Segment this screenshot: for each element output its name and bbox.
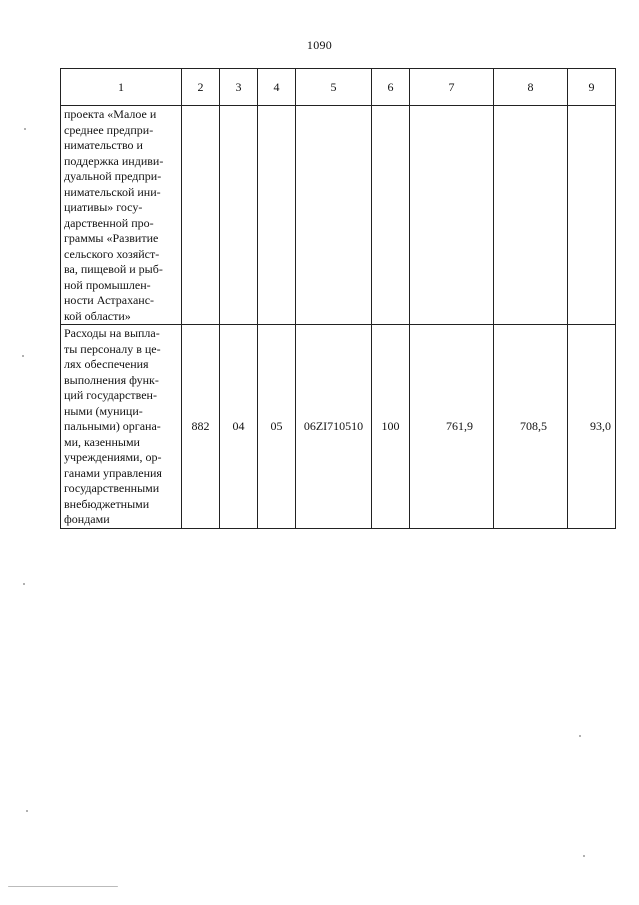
scan-speck [579, 735, 581, 737]
row-cell-2 [182, 106, 220, 325]
header-cell-5: 5 [296, 69, 372, 106]
row-cell-6: 100 [372, 325, 410, 529]
scan-speck [26, 810, 28, 812]
header-cell-2: 2 [182, 69, 220, 106]
row-cell-7 [410, 106, 494, 325]
scan-speck [583, 855, 585, 857]
table-row [61, 106, 616, 325]
header-cell-7: 7 [410, 69, 494, 106]
row-cell-3 [220, 106, 258, 325]
row-cell-5: 06ZI710510 [296, 325, 372, 529]
row-cell-8: 708,5 [494, 325, 568, 529]
row-cell-3: 04 [220, 325, 258, 529]
header-cell-6: 6 [372, 69, 410, 106]
header-cell-1: 1 [61, 69, 182, 106]
budget-table [60, 68, 616, 529]
header-cell-3: 3 [220, 69, 258, 106]
row-cell-9 [568, 106, 616, 325]
row-description: Расходы на выпла- ты персоналу в це- лях обеспечения выполнения функ- ций государствен- ными (муници- пальными) органа- ми, казенными учреждениями, ор- ганами управления государственными внебюджетными фондами [61, 325, 182, 529]
scan-speck [23, 583, 25, 585]
row-cell-6 [372, 106, 410, 325]
row-cell-8 [494, 106, 568, 325]
row-cell-7: 761,9 [410, 325, 494, 529]
table-header-row [61, 69, 616, 106]
row-cell-9: 93,0 [568, 325, 616, 529]
scan-speck [8, 886, 118, 887]
header-cell-8: 8 [494, 69, 568, 106]
row-cell-5 [296, 106, 372, 325]
page-number: 1090 [306, 38, 333, 52]
row-description: проекта «Малое и среднее предпри- нимательство и поддержка индиви- дуальной предпри- нимательской ини- циативы» госу- дарственной про- граммы «Развитие сельского хозяйст- ва, пищевой и рыб- ной промышлен- ности Астраханс- кой области» [61, 106, 182, 325]
scan-speck [24, 128, 26, 130]
header-cell-9: 9 [568, 69, 616, 106]
row-cell-4 [258, 106, 296, 325]
header-cell-4: 4 [258, 69, 296, 106]
row-cell-2: 882 [182, 325, 220, 529]
scan-speck [22, 355, 24, 357]
table-row [61, 325, 616, 529]
row-cell-4: 05 [258, 325, 296, 529]
